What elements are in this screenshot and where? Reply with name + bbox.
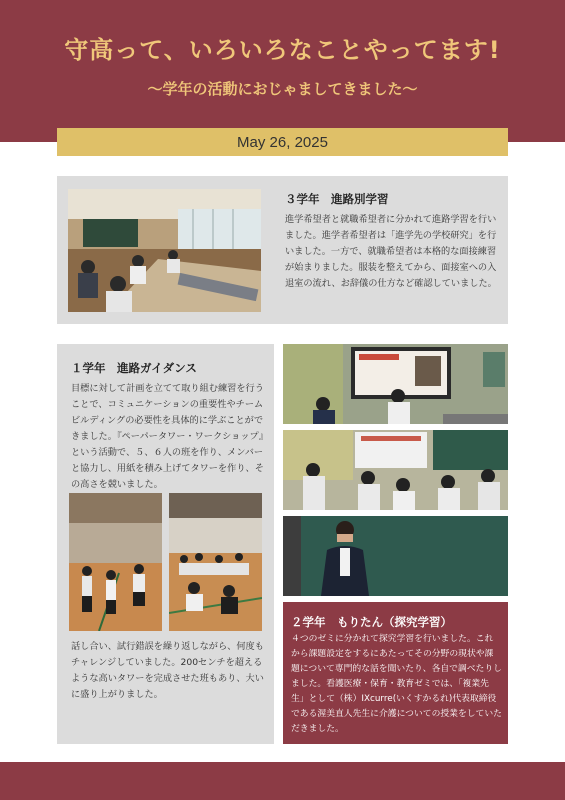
page-title: 守高って、いろいろなことやってます! [64,36,501,64]
grade1-body: 目標に対して計画を立てて取り組む練習を行うことで、コミュニケーションの重要性やチームビルディングの必要性を具体的に学ぶことができました。『ペーパータワー・ワークショップ』という活動で、５、６人の班を作り、メンバーと協力し、用紙を積み上げてタワーを作り、その高さを競いました。 [71,383,264,490]
grade3-body: 進学希望者と就職希望者に分かれて進路学習を行いました。進学者希望者は「進学先の学校研究」を行いました。一方で、就職希望者は本格的な面接練習が始まりました。服装を整えてから、面接室への入退室の流れ、お辞儀の仕方など確認していました。 [285,214,497,289]
grade3-title: ３学年 進路別学習 [285,192,389,206]
header-banner [0,0,565,142]
date-bar: May 26, 2025 [57,128,508,156]
classroom-photo [68,189,261,312]
grade2-title: ２学年 もりたん（探究学習） [291,615,452,629]
gym-photo-right [169,493,262,631]
grade1-body2: 話し合い、試行錯誤を繰り返しながら、何度もチャレンジしていました。200センチを超えるような高いタワーを完成させた班もあり、大いに盛り上がりました。 [71,641,264,700]
grade2-panel [283,602,508,744]
grade2-body: ４つのゼミに分かれて探究学習を行いました。これから課題設定をするにあたってその分野の現状や課題について専門的な話を聞いたり、各自で調べたりしました。看護医療・保育・教育ゼミでは、「複業先生」として（株）IXcurre(いくすかるれ)代表取締役である渥美直人先生に介護についての授業をしていただきました。 [291,634,502,734]
footer-bar [0,762,565,800]
seminar-photo [283,430,508,510]
grade1-panel [57,344,274,744]
presentation-screen-photo [283,344,508,424]
page-subtitle: 〜学年の活動におじゃましてきました〜 [147,80,418,98]
grade3-panel [57,176,508,324]
gym-photo-left [69,493,162,631]
grade1-title: １学年 進路ガイダンス [71,361,197,375]
lecturer-photo [283,516,508,596]
